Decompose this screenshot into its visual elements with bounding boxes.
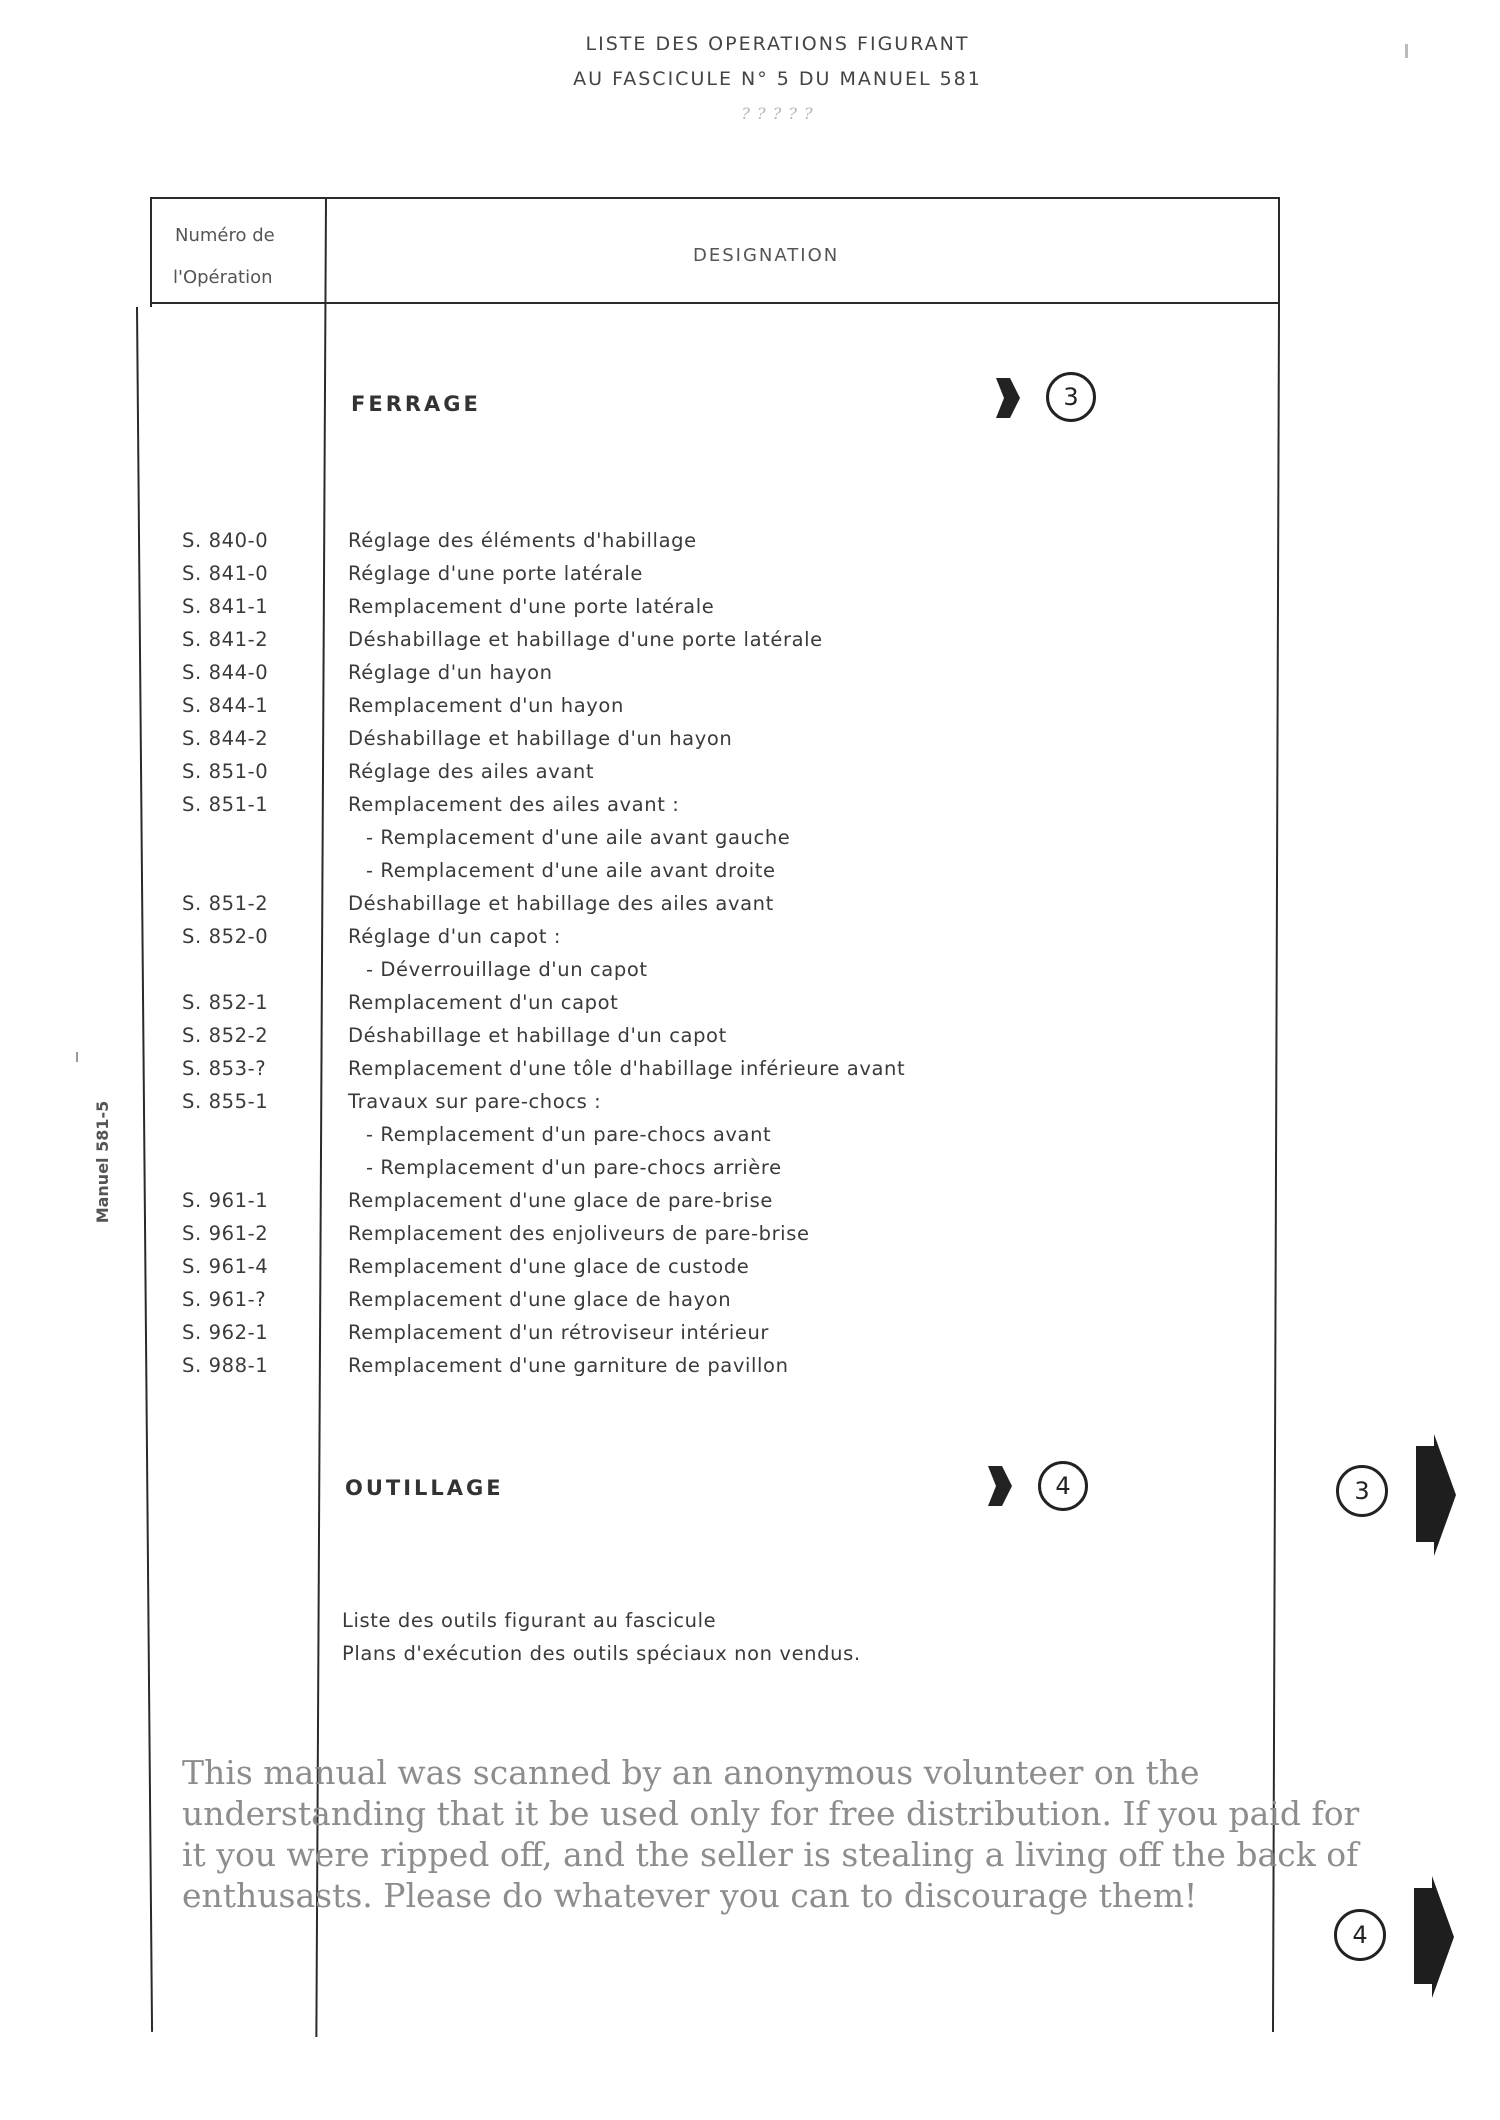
operation-desc: - Remplacement d'une aile avant droite — [366, 859, 776, 882]
operation-desc: Déshabillage et habillage des ailes avant — [348, 892, 774, 915]
table-left-border — [136, 307, 153, 2032]
watermark-line: This manual was scanned by an anonymous volunteer on the — [182, 1753, 1200, 1792]
operation-desc: Remplacement d'une glace de custode — [348, 1255, 750, 1278]
operation-desc: Déshabillage et habillage d'un hayon — [348, 727, 733, 750]
side-label: Manuel 581-5 — [93, 1100, 112, 1224]
operation-code: S. 840-0 — [182, 529, 269, 552]
operation-desc: Remplacement d'un capot — [348, 991, 619, 1014]
operation-code: S. 852-0 — [182, 925, 269, 948]
operation-desc: - Déverrouillage d'un capot — [366, 958, 648, 981]
watermark-line: enthusasts. Please do whatever you can to discourage them! — [182, 1876, 1198, 1915]
header-line-3: ? ? ? ? ? — [741, 104, 814, 123]
operation-code: S. 961-? — [182, 1288, 267, 1311]
operation-desc: - Remplacement d'une aile avant gauche — [366, 826, 791, 849]
operation-code: S. 962-1 — [182, 1321, 269, 1344]
operation-code: S. 841-0 — [182, 562, 269, 585]
operation-desc: Remplacement d'une garniture de pavillon — [348, 1354, 789, 1377]
tab-marker-circle: 4 — [1334, 1909, 1386, 1961]
operation-desc: Réglage d'un hayon — [348, 661, 553, 684]
operation-desc: - Remplacement d'un pare-chocs avant — [366, 1123, 772, 1146]
operation-desc: Remplacement des ailes avant : — [348, 793, 680, 816]
section-marker-circle: 3 — [1046, 372, 1096, 422]
operation-desc: Remplacement d'une glace de hayon — [348, 1288, 732, 1311]
section-title-outillage: OUTILLAGE — [345, 1476, 504, 1500]
operation-code: S. 841-1 — [182, 595, 269, 618]
operation-code: S. 852-2 — [182, 1024, 269, 1047]
operation-desc: Travaux sur pare-chocs : — [348, 1090, 602, 1113]
arrow-right-icon — [986, 1464, 1014, 1508]
operation-desc: Plans d'exécution des outils spéciaux non vendus. — [342, 1642, 861, 1665]
operation-desc: Déshabillage et habillage d'un capot — [348, 1024, 727, 1047]
operation-code: S. 851-0 — [182, 760, 269, 783]
operation-desc: Réglage des ailes avant — [348, 760, 595, 783]
table-top-border — [150, 197, 1280, 199]
operation-desc: Remplacement d'une porte latérale — [348, 595, 715, 618]
operation-code: S. 851-2 — [182, 892, 269, 915]
operation-desc: Remplacement d'un rétroviseur intérieur — [348, 1321, 770, 1344]
operation-code: S. 851-1 — [182, 793, 269, 816]
header-line-2: AU FASCICULE N° 5 DU MANUEL 581 — [573, 68, 982, 90]
operation-desc: - Remplacement d'un pare-chocs arrière — [366, 1156, 782, 1179]
operation-code: S. 961-2 — [182, 1222, 269, 1245]
section-marker-circle: 4 — [1038, 1461, 1088, 1511]
col1-header-line-1: Numéro de — [175, 225, 275, 246]
operation-code: S. 844-0 — [182, 661, 269, 684]
watermark-line: understanding that it be used only for free distribution. If you paid for — [182, 1794, 1360, 1833]
tab-marker-circle: 3 — [1336, 1465, 1388, 1517]
operation-desc: Remplacement des enjoliveurs de pare-brise — [348, 1222, 810, 1245]
operation-code: S. 961-4 — [182, 1255, 269, 1278]
operation-desc: Remplacement d'une tôle d'habillage inférieure avant — [348, 1057, 906, 1080]
operation-code: S. 988-1 — [182, 1354, 269, 1377]
watermark-notice — [182, 1752, 1359, 1916]
operation-desc: Réglage des éléments d'habillage — [348, 529, 697, 552]
operation-desc: Remplacement d'une glace de pare-brise — [348, 1189, 773, 1212]
operation-code: S. 852-1 — [182, 991, 269, 1014]
tab-arrow-icon — [1412, 1874, 1456, 2000]
arrow-right-icon — [994, 376, 1022, 420]
col1-header-line-2: l'Opération — [173, 267, 273, 288]
col2-header: DESIGNATION — [693, 245, 840, 266]
tab-arrow-icon — [1414, 1432, 1458, 1558]
watermark-line: it you were ripped off, and the seller is stealing a living off the back of — [182, 1835, 1359, 1874]
header-bottom-border — [150, 302, 1280, 304]
operation-desc: Liste des outils figurant au fascicule — [342, 1609, 717, 1632]
margin-tick — [76, 1052, 78, 1062]
section-title-ferrage: FERRAGE — [351, 392, 481, 416]
scan-speck — [1405, 44, 1408, 58]
operation-code: S. 844-2 — [182, 727, 269, 750]
operation-code: S. 844-1 — [182, 694, 269, 717]
operation-desc: Remplacement d'un hayon — [348, 694, 624, 717]
operation-code: S. 961-1 — [182, 1189, 269, 1212]
operation-desc: Réglage d'une porte latérale — [348, 562, 643, 585]
operation-code: S. 855-1 — [182, 1090, 269, 1113]
operation-code: S. 853-? — [182, 1057, 267, 1080]
operation-desc: Déshabillage et habillage d'une porte latérale — [348, 628, 823, 651]
operation-code: S. 841-2 — [182, 628, 269, 651]
header-line-1: LISTE DES OPERATIONS FIGURANT — [585, 33, 970, 55]
header-right-border — [1278, 197, 1280, 307]
header-left-border — [150, 197, 152, 307]
operation-desc: Réglage d'un capot : — [348, 925, 562, 948]
